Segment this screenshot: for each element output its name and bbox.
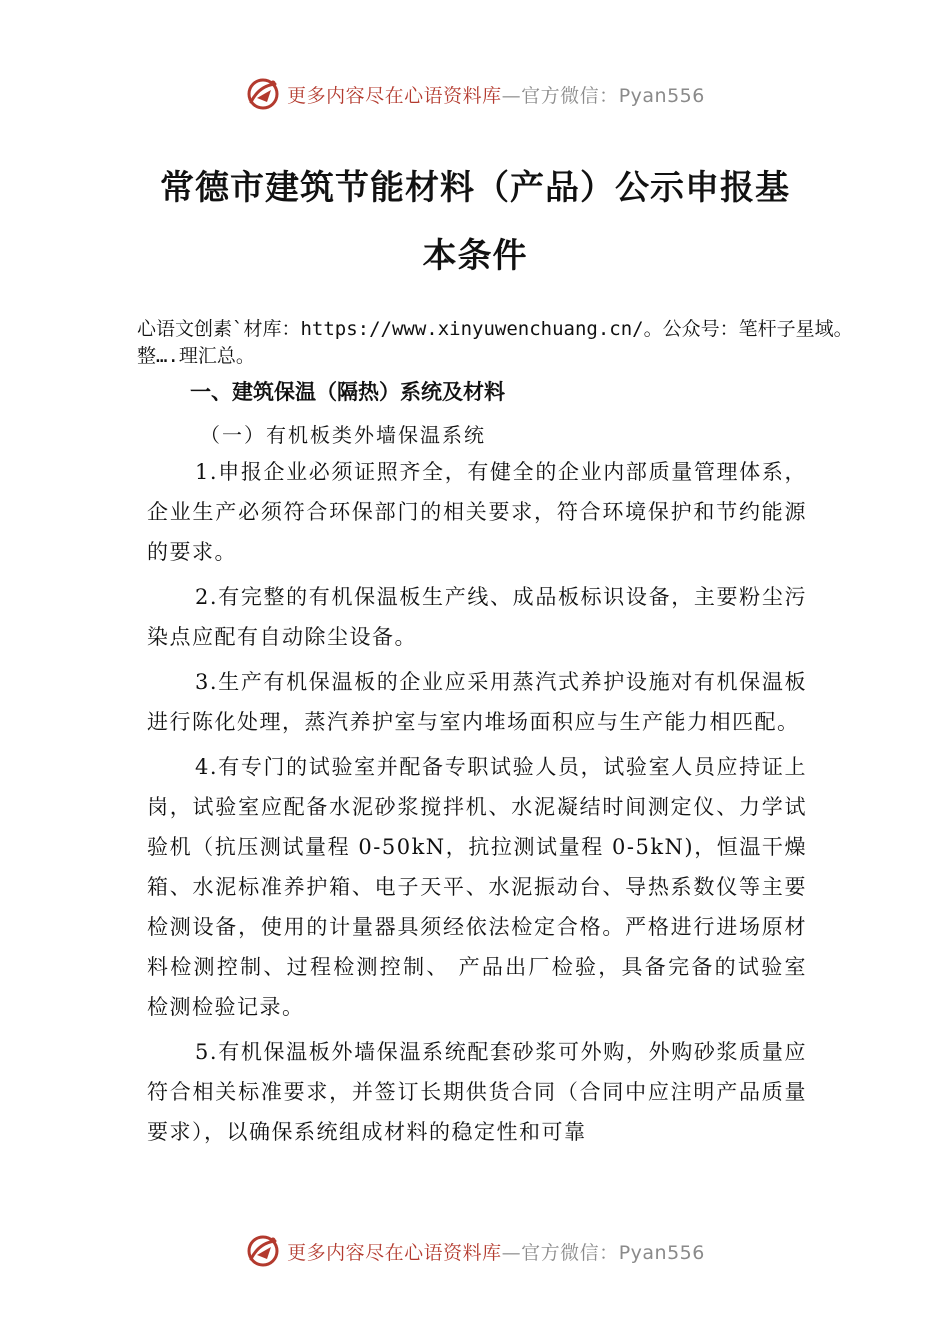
banner-text (287, 81, 705, 108)
xinyu-logo-icon (245, 1233, 281, 1269)
footer-banner (0, 1229, 950, 1273)
banner-main-text: 更多内容尽在心语资料库 (287, 1241, 502, 1264)
section-heading: 一、建筑保温（隔热）系统及材料 (190, 380, 505, 404)
banner-wechat-id: Pyan556 (618, 1241, 705, 1264)
header-banner (0, 72, 950, 116)
document-body (147, 452, 807, 1157)
paragraph-2: 2.有完整的有机保温板生产线、成品板标识设备，主要粉尘污染点应配有自动除尘设备。 (147, 585, 807, 649)
banner-side-text: 官方微信： (521, 84, 619, 107)
paragraph-1: 1.申报企业必须证照齐全，有健全的企业内部质量管理体系，企业生产必须符合环保部门的相关要求，符合环境保护和节约能源的要求。 (147, 460, 807, 564)
document-title-line-2: 本条件 (422, 236, 528, 276)
xinyu-logo-icon (245, 76, 281, 112)
banner-side-text: 官方微信： (521, 1241, 619, 1264)
source-note: 心语文创素`材库：https://www.xinyuwenchuang.cn/。公众号：笔杆子星域。整….理汇总。 (137, 318, 853, 367)
document-title-line-1: 常德市建筑节能材料（产品）公示申报基 (160, 168, 790, 208)
banner-main-text: 更多内容尽在心语资料库 (287, 84, 502, 107)
paragraph-5: 5.有机保温板外墙保温系统配套砂浆可外购，外购砂浆质量应符合相关标准要求，并签订长期供货合同（合同中应注明产品质量要求），以确保系统组成材料的稳定性和可靠 (147, 1040, 807, 1144)
banner-separator: — (501, 1241, 522, 1264)
banner-text (287, 1238, 705, 1265)
banner-separator: — (501, 84, 522, 107)
subsection-heading: （一）有机板类外墙保温系统 (200, 423, 486, 447)
paragraph-3: 3.生产有机保温板的企业应采用蒸汽式养护设施对有机保温板进行陈化处理，蒸汽养护室与室内堆场面积应与生产能力相匹配。 (147, 670, 807, 734)
banner-wechat-id: Pyan556 (618, 84, 705, 107)
paragraph-4: 4.有专门的试验室并配备专职试验人员，试验室人员应持证上岗，试验室应配备水泥砂浆搅拌机、水泥凝结时间测定仪、力学试验机（抗压测试量程 0-50kN，抗拉测试量程 0-5kN)，恒温干燥箱、水泥标准养护箱、电子天平、水泥振动台、导热系数仪等主要检测设备，使用的计量器具须经依法检定合格。严格进行进场原材料检测控制、过程检测控制、 产品出厂检验，具备完备的试验室检测检验记录。 (147, 755, 807, 1019)
